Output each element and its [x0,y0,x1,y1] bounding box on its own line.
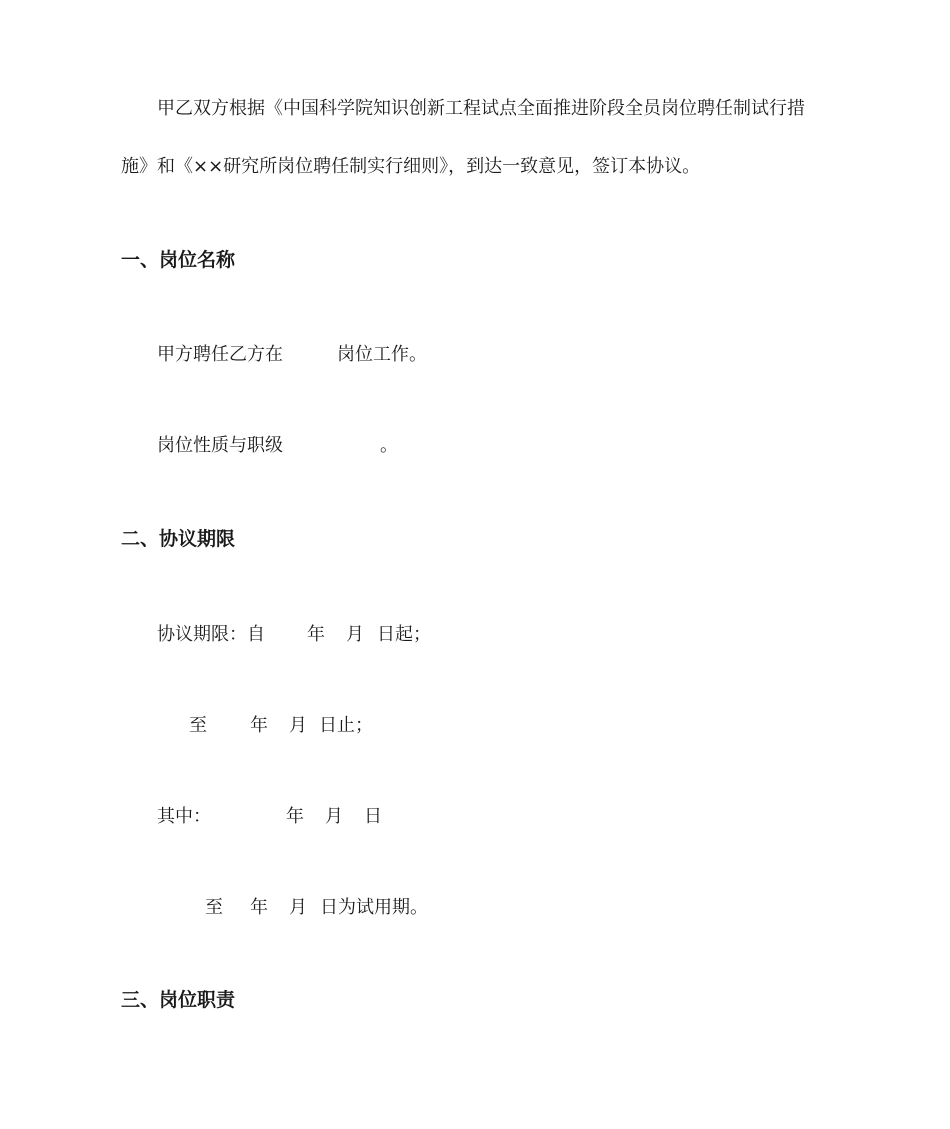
term-end-month: 月 [289,715,307,736]
post-nature-suffix: 。 [380,435,398,456]
probation-start-line [157,805,382,829]
term-start-line [157,623,431,647]
probation-end-to: 至 [205,897,223,918]
term-start-month: 月 [346,624,364,645]
term-end-year: 年 [250,715,268,736]
term-prefix: 协议期限：自 [157,624,265,645]
intro-line-2: 施》和《××研究所岗位聘任制实行细则》，到达一致意见，签订本协议。 [121,156,701,177]
probation-start-year: 年 [286,806,304,827]
term-start-year: 年 [307,624,325,645]
appointment-prefix: 甲方聘任乙方在 [157,344,283,365]
probation-end-year: 年 [250,897,268,918]
probation-end-line [205,896,428,920]
probation-start-day: 日 [364,806,382,827]
probation-start-month: 月 [325,806,343,827]
intro-line-1: 甲乙双方根据《中国科学院知识创新工程试点全面推进阶段全员岗位聘任制试行措 [157,98,805,119]
probation-prefix: 其中： [157,806,211,827]
term-end-day: 日止； [319,715,373,736]
section-heading-post-name: 一、岗位名称 [121,249,236,271]
post-nature-line [157,434,398,458]
section-heading-term: 二、协议期限 [121,528,236,550]
term-end-line [189,714,373,738]
probation-end-day: 日为试用期。 [320,897,428,918]
section-heading-duties: 三、岗位职责 [121,989,236,1011]
term-end-to: 至 [189,715,207,736]
appointment-line [157,343,427,367]
probation-end-month: 月 [289,897,307,918]
appointment-suffix: 岗位工作。 [337,344,427,365]
post-nature-prefix: 岗位性质与职级 [157,435,283,456]
term-start-day: 日起； [377,624,431,645]
